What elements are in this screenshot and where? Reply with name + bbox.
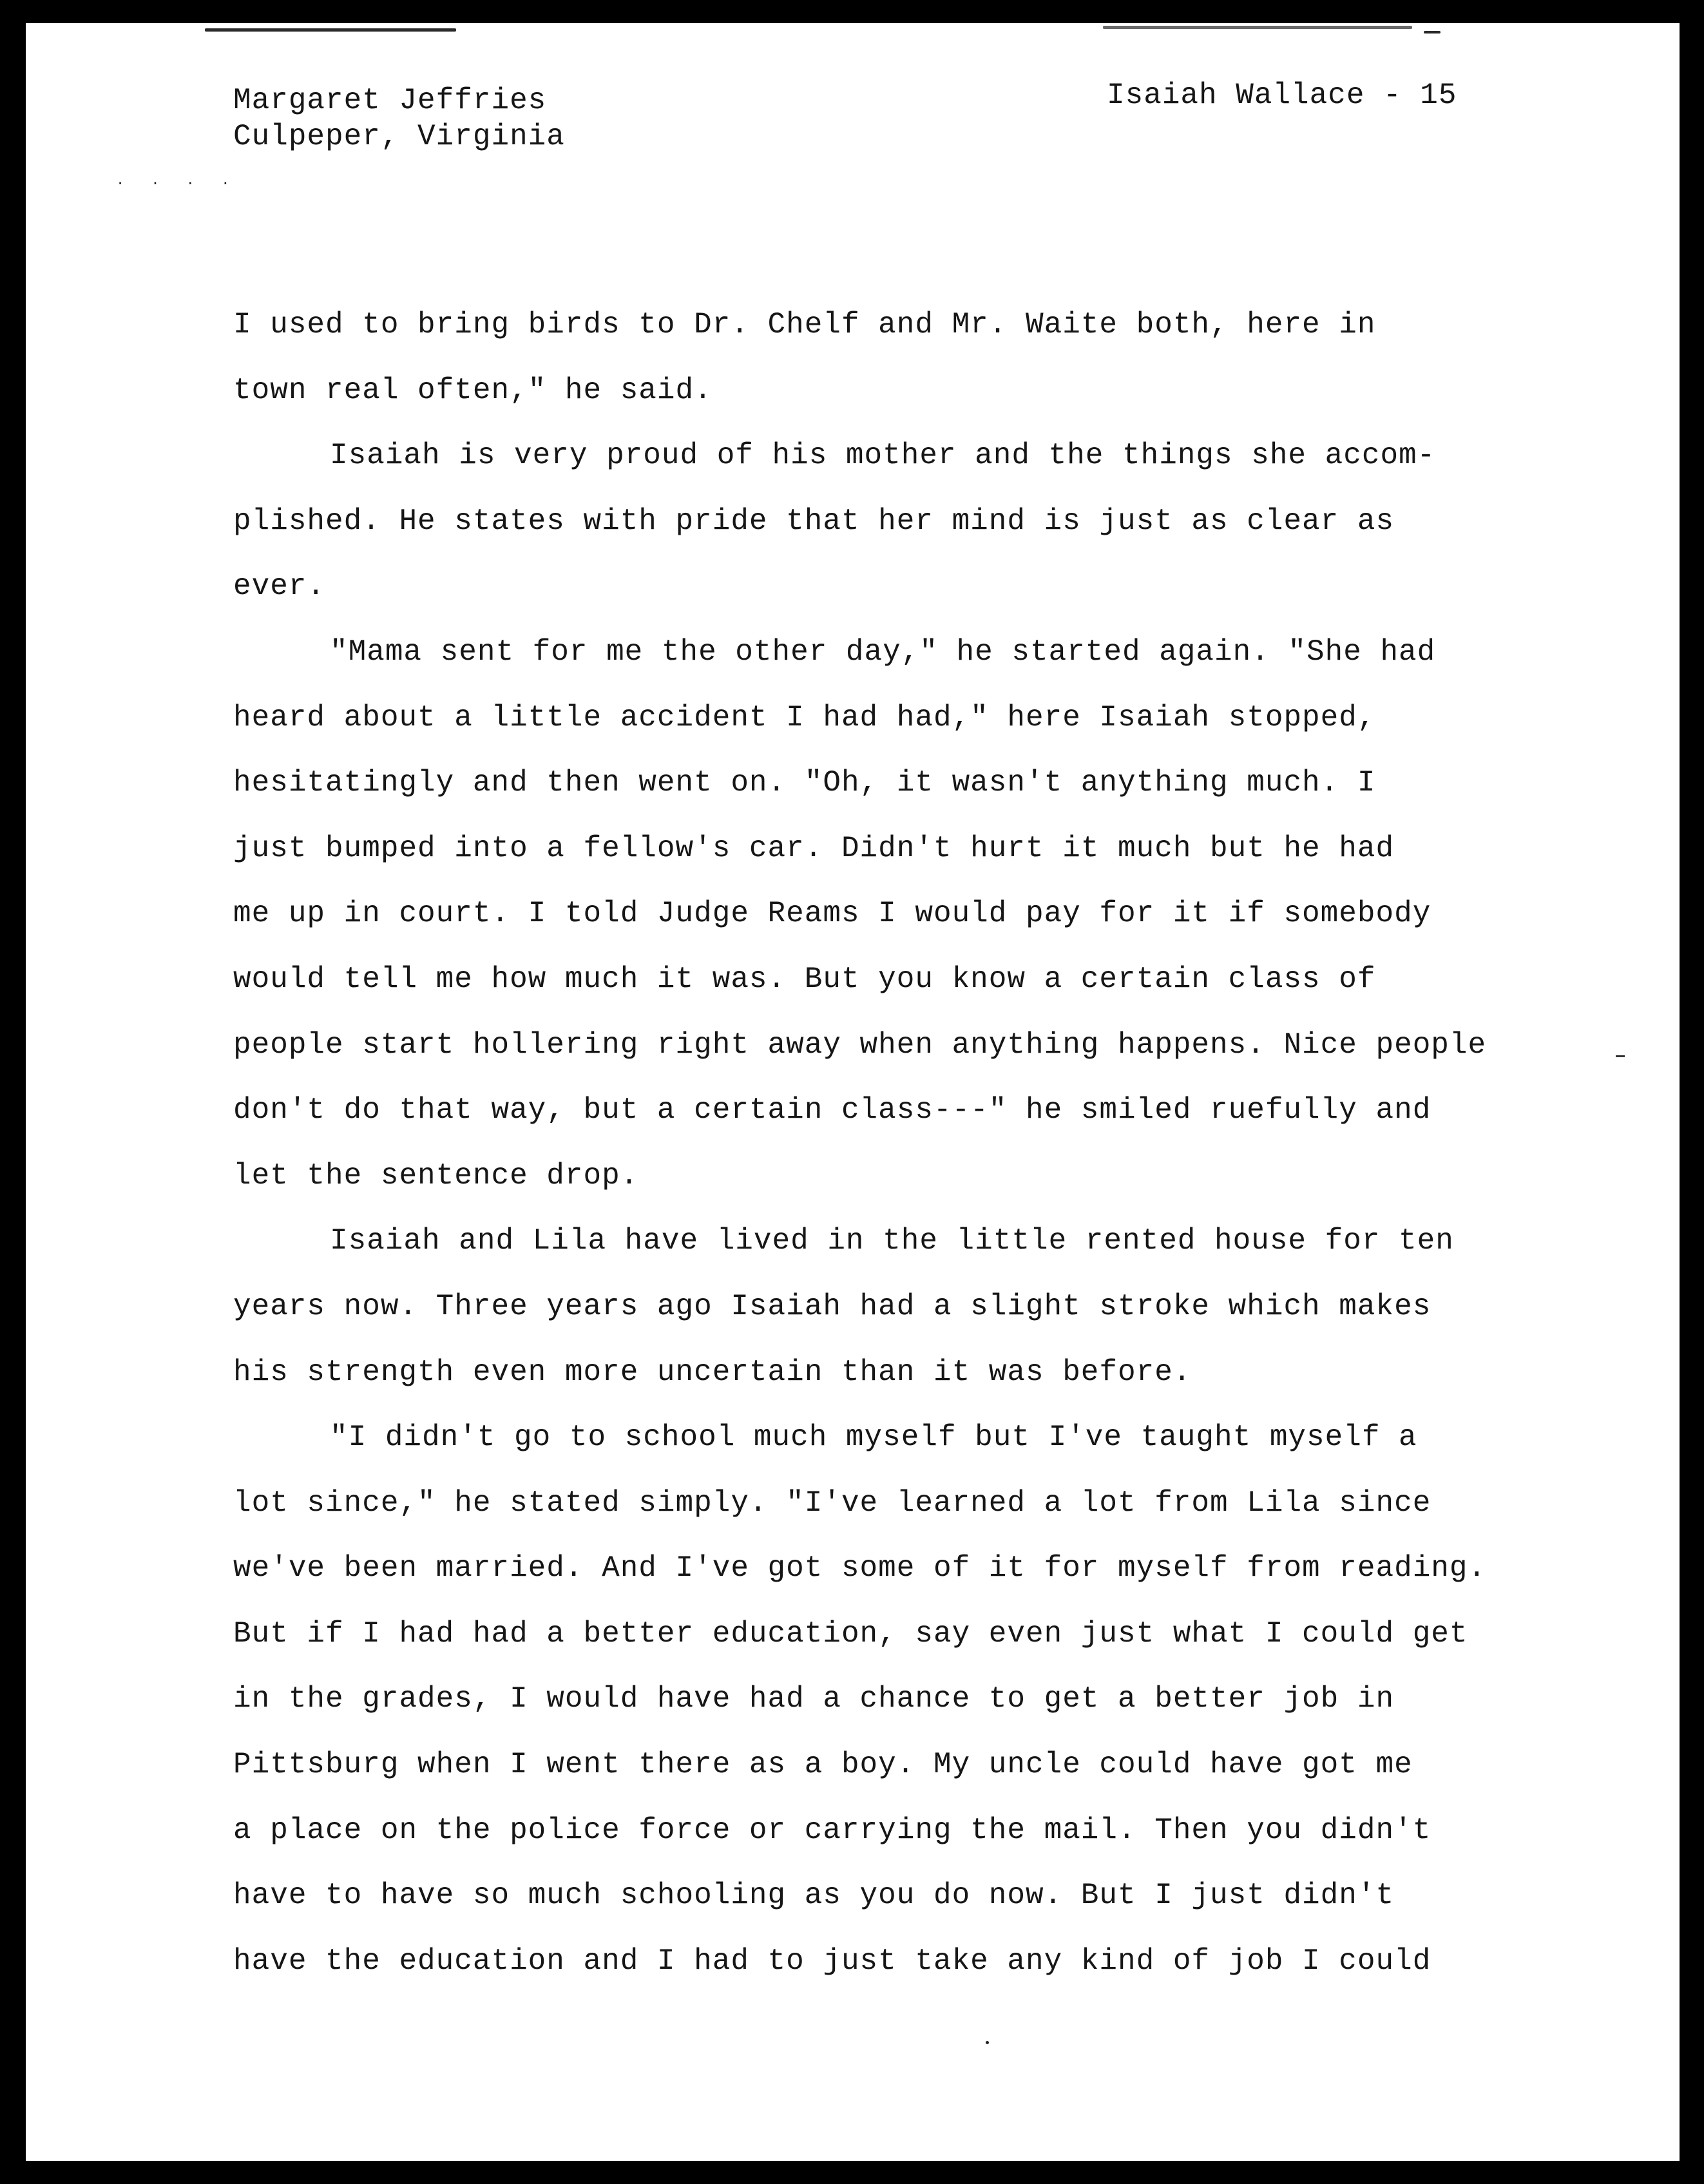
text-line: me up in court. I told Judge Reams I would pay for it if somebody <box>233 897 1431 931</box>
text-line: years now. Three years ago Isaiah had a slight stroke which makes <box>233 1289 1431 1323</box>
text-line: lot since," he stated simply. "I've learned a lot from Lila since <box>233 1486 1431 1520</box>
text-line: would tell me how much it was. But you know a certain class of <box>233 962 1376 996</box>
text-line: I used to bring birds to Dr. Chelf and Mr. Waite both, here in <box>233 308 1376 341</box>
text-line: town real often," he said. <box>233 373 713 407</box>
text-line: plished. He states with pride that her mind is just as clear as <box>233 504 1395 538</box>
top-right-smudge <box>1103 26 1412 29</box>
text-line: people start hollering right away when anything happens. Nice people <box>233 1028 1487 1062</box>
document-page <box>26 23 1680 2161</box>
text-line: But if I had had a better education, say even just what I could get <box>233 1616 1468 1651</box>
text-line: his strength even more uncertain than it was before. <box>233 1355 1192 1389</box>
text-line: in the grades, I would have had a chance to get a better job in <box>233 1682 1395 1716</box>
text-line: Isaiah and Lila have lived in the little rented house for ten <box>330 1224 1454 1258</box>
text-line: "Mama sent for me the other day," he started again. "She had <box>330 635 1436 669</box>
text-line: Pittsburg when I went there as a boy. My uncle could have got me <box>233 1748 1413 1782</box>
text-line: heard about a little accident I had had," here Isaiah stopped, <box>233 700 1376 734</box>
text-line: have to have so much schooling as you do now. But I just didn't <box>233 1879 1395 1913</box>
header-author-block <box>233 82 565 155</box>
text-line: Isaiah is very proud of his mother and the things she accom- <box>330 439 1436 473</box>
text-line: don't do that way, but a certain class---" he smiled ruefully and <box>233 1093 1431 1127</box>
top-left-smudge <box>205 28 456 32</box>
author-name: Margaret Jeffries <box>233 84 547 117</box>
body-text <box>233 292 1586 1994</box>
text-line: just bumped into a fellow's car. Didn't hurt it much but he had <box>233 831 1395 865</box>
margin-dots: . . . . <box>116 173 239 189</box>
text-line: ever. <box>233 570 326 604</box>
bottom-dot <box>986 2041 989 2044</box>
text-line: let the sentence drop. <box>233 1158 639 1193</box>
right-margin-mark <box>1616 1055 1625 1057</box>
author-location: Culpeper, Virginia <box>233 120 565 153</box>
top-right-mark <box>1424 31 1441 34</box>
text-line: hesitatingly and then went on. "Oh, it wasn't anything much. I <box>233 766 1376 800</box>
text-line: have the education and I had to just take any kind of job I could <box>233 1944 1431 1978</box>
text-line: we've been married. And I've got some of it for myself from reading. <box>233 1551 1487 1585</box>
text-line: "I didn't go to school much myself but I've taught myself a <box>330 1421 1417 1455</box>
text-line: a place on the police force or carrying the mail. Then you didn't <box>233 1813 1431 1847</box>
page-label: Isaiah Wallace - 15 <box>1107 79 1457 112</box>
